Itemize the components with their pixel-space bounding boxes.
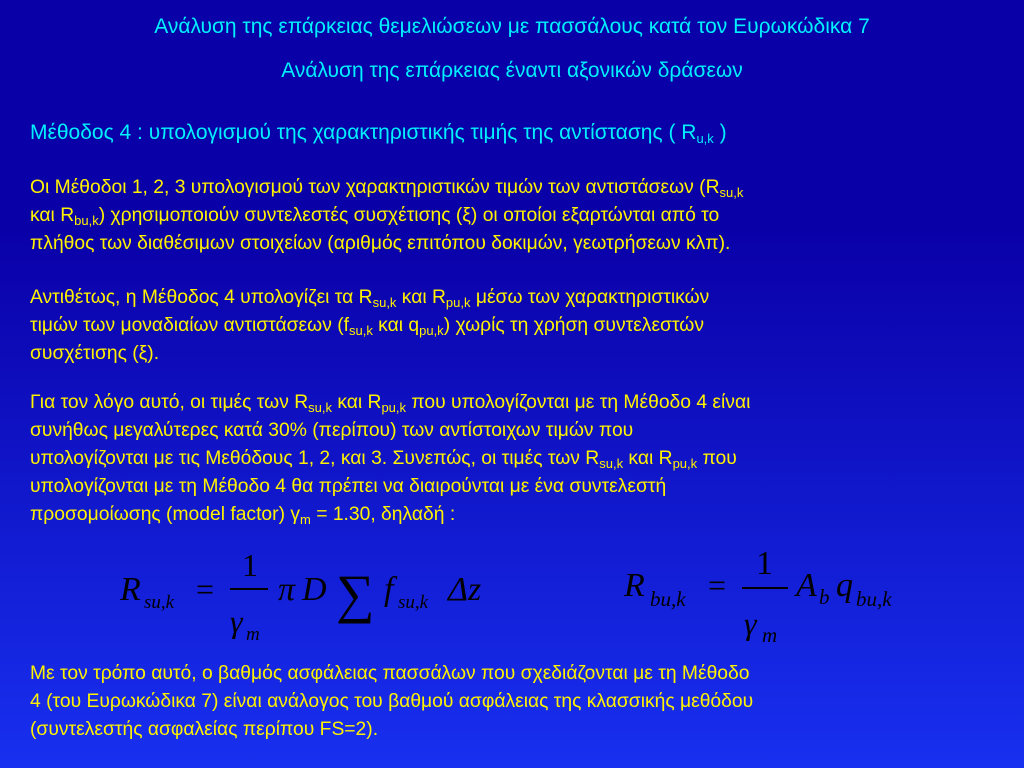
subscript: pu,k bbox=[672, 456, 698, 471]
text-run: τιμών των μοναδιαίων αντιστάσεων (f bbox=[30, 315, 349, 336]
paragraph-line bbox=[30, 312, 1005, 340]
text-run: ) χωρίς τη χρήση συντελεστών bbox=[443, 315, 704, 336]
text-run: μέσω των χαρακτηριστικών bbox=[470, 287, 710, 308]
formula1-denominator: γ bbox=[230, 603, 243, 639]
formula1-numerator: 1 bbox=[242, 547, 258, 583]
paragraph-line: συσχέτισης (ξ). bbox=[30, 343, 160, 364]
text-run: υπολογίζονται με τις Μεθόδους 1, 2, και 3. Συνεπώς, οι τιμές των R bbox=[30, 448, 600, 469]
formula2-equals: = bbox=[708, 567, 727, 603]
method-heading-text: Μέθοδος 4 : υπολογισμού της χαρακτηριστικής τιμής της αντίστασης ( R bbox=[30, 121, 697, 144]
text-run: ) χρησιμοποιούν συντελεστές συσχέτισης (ξ) οι οποίοι εξαρτώνται από το bbox=[98, 205, 720, 226]
paragraph-line: 4 (του Ευρωκώδικα 7) είναι ανάλογος του βαθμού ασφάλειας της κλασσικής μεθόδου bbox=[30, 691, 754, 712]
paragraph-method-4 bbox=[30, 284, 1005, 368]
subscript: su,k bbox=[372, 295, 397, 310]
paragraph-line bbox=[30, 174, 1005, 202]
formula2-lhs-subscript: bu,k bbox=[650, 587, 686, 611]
formula1-lhs: R bbox=[120, 571, 141, 608]
formula1-pi: π bbox=[278, 571, 296, 608]
text-run: προσομοίωσης (model factor) γ bbox=[30, 504, 300, 525]
paragraph-line: πλήθος των διαθέσιμων στοιχείων (αριθμός επιτόπου δοκιμών, γεωτρήσεων κλπ). bbox=[30, 233, 731, 254]
formula1-sum: ∑ bbox=[336, 564, 375, 624]
paragraph-line bbox=[30, 501, 1005, 529]
text-run: που υπολογίζονται με τη Μέθοδο 4 είναι bbox=[406, 392, 751, 413]
formula1-equals: = bbox=[196, 571, 215, 607]
paragraph-model-factor bbox=[30, 389, 1005, 529]
paragraph-line bbox=[30, 445, 1005, 473]
subscript: su,k bbox=[348, 323, 373, 338]
paragraph-line: Με τον τρόπο αυτό, ο βαθμός ασφάλειας πασσάλων που σχεδιάζονται με τη Μέθοδο bbox=[30, 663, 750, 684]
formula1-f-subscript: su,k bbox=[398, 592, 429, 613]
text-run: και R bbox=[396, 287, 446, 308]
formula2-lhs: R bbox=[624, 567, 645, 604]
text-run: και R bbox=[30, 205, 75, 226]
text-run: και R bbox=[331, 392, 382, 413]
text-run: Οι Μέθοδοι 1, 2, 3 υπολογισμού των χαρακτηριστικών τιμών των αντιστάσεων (R bbox=[30, 177, 720, 198]
formula1-denominator-subscript: m bbox=[246, 624, 260, 645]
subscript: su,k bbox=[308, 400, 332, 415]
formula1-lhs-subscript: su,k bbox=[144, 592, 175, 613]
subscript: pu,k bbox=[445, 295, 471, 310]
slide-title: Ανάλυση της επάρκειας θεμελιώσεων με πασσάλους κατά τον Ευρωκώδικα 7 bbox=[154, 15, 870, 38]
text-run: και R bbox=[623, 448, 673, 469]
method-heading bbox=[30, 120, 1010, 146]
text-run: και q bbox=[372, 315, 420, 336]
subscript: su,k bbox=[719, 185, 744, 200]
text-run: Αντιθέτως, η Μέθοδος 4 υπολογίζει τα R bbox=[30, 287, 373, 308]
formula1-f: f bbox=[384, 571, 394, 608]
formula2-denominator-subscript: m bbox=[762, 623, 778, 647]
formula-shaft-resistance bbox=[118, 540, 498, 650]
formula2-numerator: 1 bbox=[756, 545, 773, 582]
formula2-A: A bbox=[796, 567, 817, 604]
formula1-D: D bbox=[302, 571, 327, 608]
paragraph-line bbox=[30, 284, 1005, 312]
formula2-q: q bbox=[836, 567, 853, 604]
paragraph-line: υπολογίζονται με τη Μέθοδο 4 θα πρέπει να διαιρούνται με ένα συντελεστή bbox=[30, 476, 667, 497]
text-run: = 1.30, δηλαδή : bbox=[310, 504, 456, 525]
text-run: που bbox=[697, 448, 737, 469]
paragraph-line: συνήθως μεγαλύτερες κατά 30% (περίπου) των αντίστοιχων τιμών που bbox=[30, 420, 634, 441]
formula1-dz: Δz bbox=[448, 571, 482, 608]
formula2-denominator: γ bbox=[744, 605, 757, 641]
method-heading-subscript: u,k bbox=[696, 131, 714, 146]
paragraph-line bbox=[30, 202, 1005, 230]
slide-subtitle: Ανάλυση της επάρκειας έναντι αξονικών δράσεων bbox=[281, 59, 743, 82]
paragraph-line bbox=[30, 389, 1005, 417]
subscript: m bbox=[300, 512, 311, 527]
subscript: pu,k bbox=[381, 400, 407, 415]
paragraph-line: (συντελεστής ασφαλείας περίπου FS=2). bbox=[30, 719, 379, 740]
formula-base-resistance bbox=[622, 538, 912, 650]
paragraph-conclusion bbox=[30, 660, 1005, 744]
subscript: su,k bbox=[599, 456, 624, 471]
formula2-A-subscript: b bbox=[819, 585, 830, 609]
text-run: Για τον λόγο αυτό, οι τιμές των R bbox=[30, 392, 309, 413]
paragraph-methods-123 bbox=[30, 174, 1005, 258]
subscript: bu,k bbox=[74, 213, 99, 228]
formula2-q-subscript: bu,k bbox=[856, 587, 892, 611]
subscript: pu,k bbox=[419, 323, 444, 338]
method-heading-end: ) bbox=[713, 121, 727, 144]
